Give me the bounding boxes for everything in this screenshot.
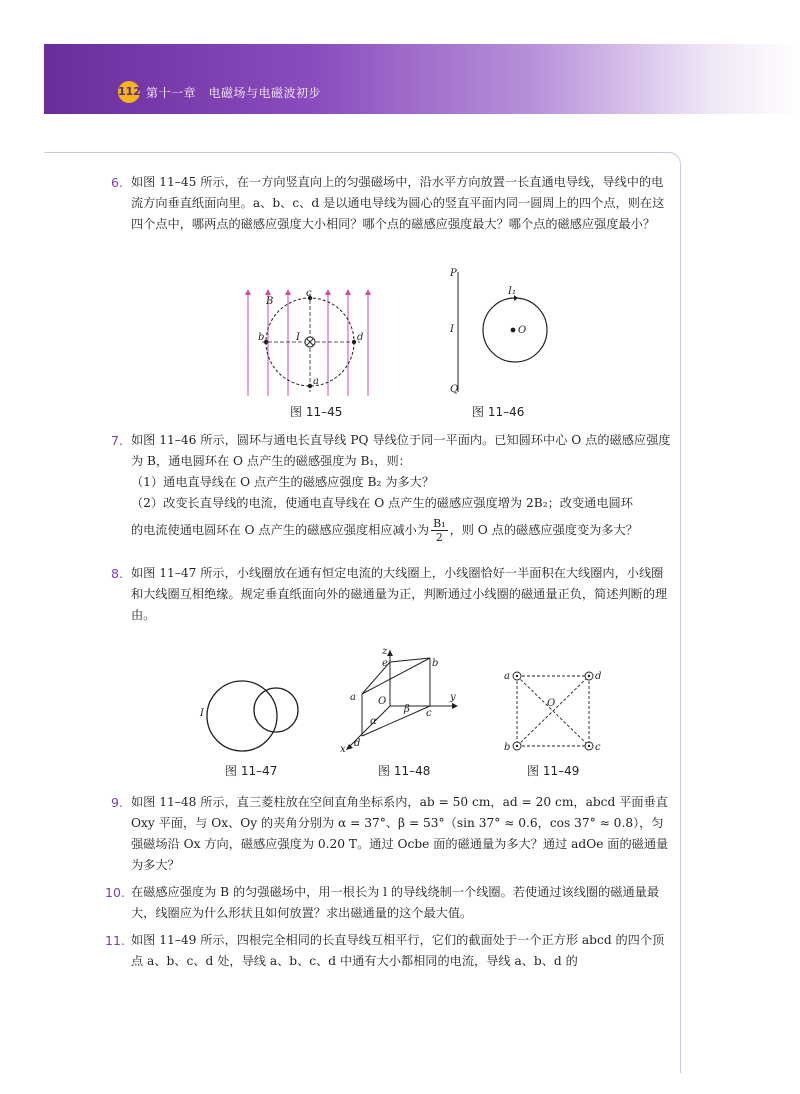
label-B: B — [266, 296, 274, 307]
label-a: a — [350, 692, 356, 703]
point-O — [511, 328, 516, 333]
question-text: 如图 11–46 所示，圆环与通电长直导线 PQ 导线位于同一平面内。已知圆环中心 O 点的磁感应强度为 B，通电圆环在 O 点产生的磁感强度为 B₁，则： — [131, 433, 671, 468]
label-b: b — [504, 742, 511, 753]
question-number: 9. — [111, 795, 123, 810]
question-7-continued — [131, 516, 671, 544]
question-text: 如图 11–45 所示，在一方向竖直向上的匀强磁场中，沿水平方向放置一长直通电导线，导线中的电流方向垂直纸面向里。a、b、c、d 是以通电导线为圆心的竖直平面内同一圆周上的四个点，则在这四个点中，哪两点的磁感应强度大小相同？哪个点的磁感应强度最大？哪个点的磁感应强度最小？ — [131, 175, 665, 231]
label-d: d — [354, 738, 361, 749]
question-text: 如图 11–47 所示，小线圈放在通有恒定电流的大线圈上，小线圈恰好一半面积在大线圈内，小线圈和大线圈互相绝缘。规定垂直纸面向外的磁通量为正，判断通过小线圈的磁通量正负，简述判断的理由。 — [131, 566, 668, 622]
fraction-denominator: 2 — [435, 531, 443, 544]
caption-11-49: 图 11–49 — [527, 764, 580, 778]
fraction-B1-over-2 — [431, 517, 448, 544]
sub-question-1: （1）通电直导线在 O 点产生的磁感应强度 B₂ 为多大？ — [131, 475, 435, 489]
question-9 — [111, 792, 671, 876]
large-coil — [207, 681, 277, 751]
label-a: a — [504, 671, 510, 682]
label-b: b — [432, 658, 439, 669]
label-z: z — [382, 646, 388, 657]
label-I: I — [296, 332, 300, 343]
figure-11-48 — [338, 646, 468, 754]
question-7 — [111, 430, 671, 514]
figure-11-49 — [503, 668, 607, 754]
question-number: 6. — [111, 175, 123, 190]
label-c: c — [426, 708, 432, 719]
caption-11-47: 图 11–47 — [225, 764, 278, 778]
label-O: O — [547, 698, 556, 709]
page-number-badge: 112 — [118, 81, 140, 103]
figure-11-47 — [198, 678, 308, 754]
chapter-title: 第十一章 电磁场与电磁波初步 — [146, 86, 322, 100]
label-I: I — [450, 324, 454, 335]
label-d: d — [595, 671, 602, 682]
sub-question-2-text: 的电流使通电圆环在 O 点产生的磁感应强度相应减小为 — [131, 523, 430, 537]
sub-question-2-text-end: ，则 O 点的磁感应强度变为多大？ — [449, 523, 638, 537]
question-number: 8. — [111, 566, 123, 581]
label-e: e — [382, 658, 388, 669]
figure-11-46 — [448, 268, 558, 396]
figure-11-45 — [240, 288, 380, 400]
label-d: d — [357, 332, 364, 343]
label-b: b — [258, 332, 265, 343]
edge-a-b — [362, 658, 430, 694]
question-text: 在磁感应强度为 B 的匀强磁场中，用一根长为 l 的导线绕制一个线圈。若使通过该线圈的磁通量最大，线圈应为什么形状且如何放置？求出磁通量的这个最大值。 — [131, 885, 660, 920]
label-P: P — [450, 268, 457, 279]
label-I1: I₁ — [508, 286, 516, 297]
point-b — [264, 340, 268, 344]
question-10 — [105, 882, 671, 924]
caption-11-48: 图 11–48 — [378, 764, 431, 778]
question-number: 11. — [105, 933, 125, 948]
sub-question-2: （2）改变长直导线的电流，使通电直导线在 O 点产生的磁感应强度增为 2B₂；改变通电圆环 — [131, 496, 633, 510]
caption-11-45: 图 11–45 — [290, 405, 343, 419]
caption-11-46: 图 11–46 — [472, 405, 525, 419]
question-8 — [111, 563, 671, 626]
question-text: 如图 11–48 所示，直三菱柱放在空间直角坐标系内，ab = 50 cm，ad = 20 cm，abcd 平面垂直 Oxy 平面，与 Ox、Oy 的夹角分别为 α = 37°、β = 53°（sin 37° ≈ 0.6，cos 37° ≈ 0.8），匀强磁场沿 Ox 方向，磁感应强度为 0.20 T。通过 Ocbe 面的磁通量为多大？通过 adOe 面的磁通量为多大？ — [131, 795, 669, 872]
label-c: c — [306, 288, 312, 299]
chapter-header-band — [44, 44, 800, 114]
label-O: O — [518, 325, 527, 336]
label-O: O — [378, 696, 387, 707]
label-x: x — [340, 744, 346, 755]
label-y: y — [450, 692, 456, 703]
fraction-numerator: B₁ — [433, 517, 446, 530]
question-11 — [105, 930, 671, 972]
question-6 — [111, 172, 671, 235]
question-number: 10. — [105, 885, 125, 900]
point-a — [308, 384, 312, 388]
question-number: 7. — [111, 433, 123, 448]
label-a: a — [313, 376, 319, 387]
question-text: 如图 11–49 所示，四根完全相同的长直导线互相平行，它们的截面处于一个正方形 abcd 的四个顶点 a、b、c、d 处，导线 a、b、c、d 中通有大小都相同的电流，导线 a、b、d 的 — [131, 933, 665, 968]
label-beta: β — [404, 704, 410, 715]
label-alpha: α — [370, 716, 377, 727]
point-d — [352, 340, 356, 344]
label-I: I — [200, 708, 204, 719]
label-Q: Q — [450, 384, 459, 395]
label-c: c — [595, 742, 601, 753]
